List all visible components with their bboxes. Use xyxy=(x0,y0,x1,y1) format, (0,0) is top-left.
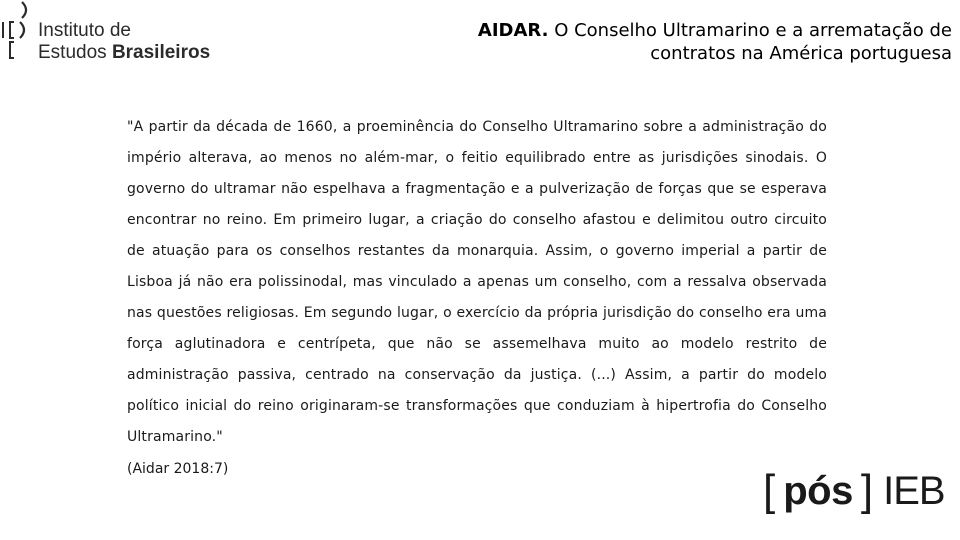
quote-text: "A partir da década de 1660, a proeminência do Conselho Ultramarino sobre a administração do império alterava, ao menos no além-mar, o feitio equilibrado entre as jurisdições sinodais. O governo do ultramar não espelhava a fragmentação e a pulverização de forças que se esperava encontrar no reino. Em primeiro lugar, a criação do conselho afastou e delimitou outro circuito de atuação para os conselhos restantes da monarquia. Assim, o governo imperial a partir de Lisboa já não era polissinodal, mas vinculado a apenas um conselho, com a ressalva observada nas questões religiosas. Em segundo lugar, o exercício da própria jurisdição do conselho era uma força aglutinadora e centrípeta, que não se assemelhava muito ao modelo restrito de administração passiva, centrado na conservação da justiça. (...) Assim, a partir do modelo político inicial do reino originaram-se transformações que conduziam à hipertrofia do Conselho Ultramarino." xyxy=(127,119,827,445)
ieb-brackets-icon xyxy=(0,0,36,64)
ieb-logo xyxy=(0,0,220,70)
close-bracket: ] xyxy=(860,466,874,515)
title-line-1: AIDAR. O Conselho Ultramarino e a arrematação de xyxy=(477,20,952,41)
title-author: AIDAR. xyxy=(477,20,549,41)
slide-title xyxy=(478,19,952,65)
title-line-2: contratos na América portuguesa xyxy=(650,43,952,64)
citation: (Aidar 2018:7) xyxy=(127,461,229,477)
pos-ieb-logo xyxy=(763,466,945,516)
logo-line-1: Instituto de xyxy=(38,20,131,41)
open-bracket: [ xyxy=(763,466,776,515)
logo-line-2: Estudos Brasileiros xyxy=(38,42,211,63)
ieb-text: IEB xyxy=(883,468,945,513)
pos-text: pós xyxy=(783,468,853,513)
